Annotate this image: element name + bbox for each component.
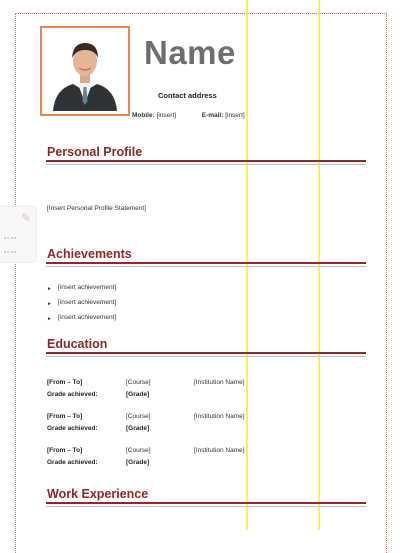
grade-label: Grade achieved: — [47, 391, 98, 398]
education-grade[interactable]: [Grade] — [126, 425, 150, 432]
bullet-icon: ► — [47, 301, 52, 307]
education-grade[interactable]: [Grade] — [126, 391, 150, 398]
side-toolbar-widget[interactable] — [0, 206, 37, 263]
education-institution[interactable]: [Institution Name] — [194, 447, 245, 454]
section-title-achievements: Achievements — [47, 247, 132, 261]
section-divider — [46, 262, 366, 264]
bullet-icon: ► — [47, 286, 52, 292]
grade-label: Grade achieved: — [47, 459, 98, 466]
section-divider — [46, 502, 366, 504]
section-divider — [46, 352, 366, 354]
section-title-personal-profile: Personal Profile — [47, 145, 143, 159]
list-item[interactable]: [insert achievement] — [58, 284, 117, 291]
section-divider — [46, 160, 366, 162]
list-icon[interactable] — [4, 237, 16, 253]
pencil-icon[interactable]: ✎ — [21, 211, 32, 225]
education-period[interactable]: [From – To] — [47, 447, 83, 454]
list-item[interactable]: [insert achievement] — [58, 299, 117, 306]
education-course[interactable]: [Course] — [126, 447, 151, 454]
education-grade[interactable]: [Grade] — [126, 459, 150, 466]
email-value[interactable]: [insert] — [225, 112, 245, 119]
layout-guide-line — [318, 0, 320, 530]
list-item[interactable]: [insert achievement] — [58, 314, 117, 321]
layout-guide-line — [246, 0, 248, 530]
education-institution[interactable]: [Institution Name] — [194, 379, 245, 386]
section-title-education: Education — [47, 337, 108, 351]
section-divider-thin — [46, 266, 366, 267]
education-period[interactable]: [From – To] — [47, 379, 83, 386]
profile-statement[interactable]: [Insert Personal Profile Statement] — [47, 205, 146, 212]
education-period[interactable]: [From – To] — [47, 413, 83, 420]
section-divider-thin — [46, 506, 366, 507]
section-title-work-experience: Work Experience — [47, 487, 149, 501]
bullet-icon: ► — [47, 316, 52, 322]
section-divider-thin — [46, 164, 366, 165]
mobile-value[interactable]: [insert] — [156, 112, 177, 119]
mobile-label: Mobile: — [132, 112, 155, 119]
candidate-name[interactable]: Name — [144, 34, 236, 71]
section-divider-thin — [46, 356, 366, 357]
profile-photo[interactable] — [40, 26, 130, 116]
contact-address[interactable]: Contact address — [158, 91, 217, 100]
education-course[interactable]: [Course] — [126, 413, 151, 420]
education-course[interactable]: [Course] — [126, 379, 151, 386]
education-institution[interactable]: [Institution Name] — [194, 413, 245, 420]
person-photo-icon — [45, 31, 125, 111]
email-label: E-mail: — [201, 112, 224, 119]
contact-details-row — [132, 112, 245, 119]
grade-label: Grade achieved: — [47, 425, 98, 432]
